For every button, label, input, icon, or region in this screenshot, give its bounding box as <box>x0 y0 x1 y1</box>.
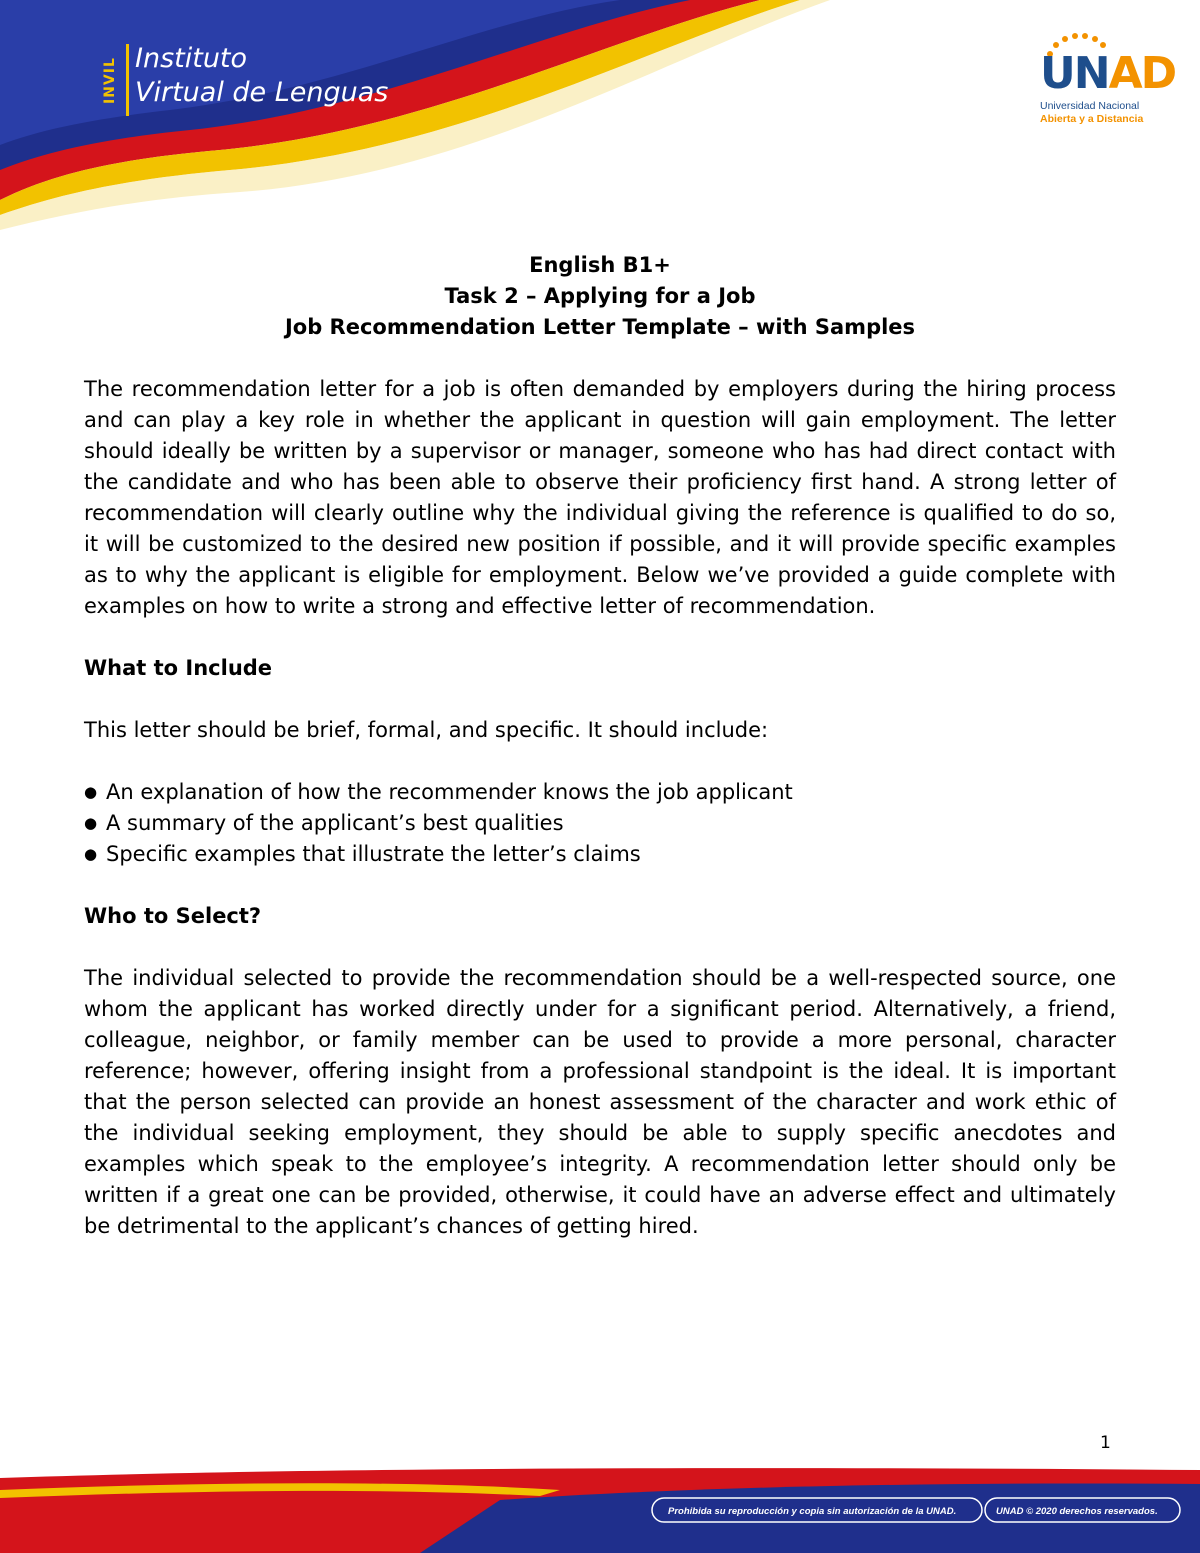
footer-notice-right: UNAD © 2020 derechos reservados. <box>996 1506 1158 1517</box>
unad-logo <box>1036 30 1176 130</box>
page-number: 1 <box>1100 1433 1111 1453</box>
document-body <box>84 250 1116 1242</box>
bullet-icon: ● <box>84 845 98 863</box>
brand-logo-text <box>135 42 388 110</box>
brand-line-1: Instituto <box>135 43 248 74</box>
include-lead-text: This letter should be brief, formal, and specific. It should include: <box>84 718 769 742</box>
course-title: English B1+ <box>529 253 671 277</box>
unad-subtitle-1: Universidad Nacional <box>1040 100 1140 112</box>
bullet-icon: ● <box>84 783 98 801</box>
list-item: ● Specific examples that illustrate the letter’s claims <box>84 839 1116 870</box>
brand-line-2: Virtual de Lenguas <box>135 77 389 108</box>
header-banner <box>0 0 1200 230</box>
list-item: ● A summary of the applicant’s best qualities <box>84 808 1116 839</box>
brand-badge-bar <box>126 44 129 116</box>
document-title: Job Recommendation Letter Template – with Samples <box>284 315 916 339</box>
include-list <box>84 777 1116 870</box>
bullet-icon: ● <box>84 814 98 832</box>
document-title-block <box>84 250 1116 343</box>
footer-notice-left: Prohibida su reproducción y copia sin autorización de la UNAD. <box>668 1506 957 1517</box>
unad-subtitle-2: Abierta y a Distancia <box>1040 113 1144 125</box>
select-paragraph: The individual selected to provide the recommendation should be a well-respected source, one whom the applicant has worked directly under for a significant period. Alternatively, a friend, colleague, neighbor, or family member can be used to provide a more personal, character reference; however, offering insight from a professional standpoint is the ideal. It is important that the person selected can provide an honest assessment of the character and work ethic of the individual seeking employment, they should be able to supply specific anecdotes and examples which speak to the employee’s integrity. A recommendation letter should only be written if a great one can be provided, otherwise, it could have an adverse effect and ultimately be detrimental to the applicant’s chances of getting hired. <box>84 966 1116 1238</box>
section-heading-select: Who to Select? <box>84 904 262 928</box>
brand-badge: INVIL <box>102 57 118 105</box>
list-item: ● An explanation of how the recommender knows the job applicant <box>84 777 1116 808</box>
intro-paragraph: The recommendation letter for a job is often demanded by employers during the hiring process and can play a key role in whether the applicant in question will gain employment. The letter should ideally be written by a supervisor or manager, someone who has had direct contact with the candidate and who has been able to observe their proficiency first hand. A strong letter of recommendation will clearly outline why the individual giving the reference is qualified to do so, it will be customized to the desired new position if possible, and it will provide specific examples as to why the applicant is eligible for employment. Below we’ve provided a guide complete with examples on how to write a strong and effective letter of recommendation. <box>84 377 1116 618</box>
task-title: Task 2 – Applying for a Job <box>444 284 756 308</box>
section-heading-include: What to Include <box>84 656 273 680</box>
unad-wordmark: UNAD <box>1040 48 1176 99</box>
